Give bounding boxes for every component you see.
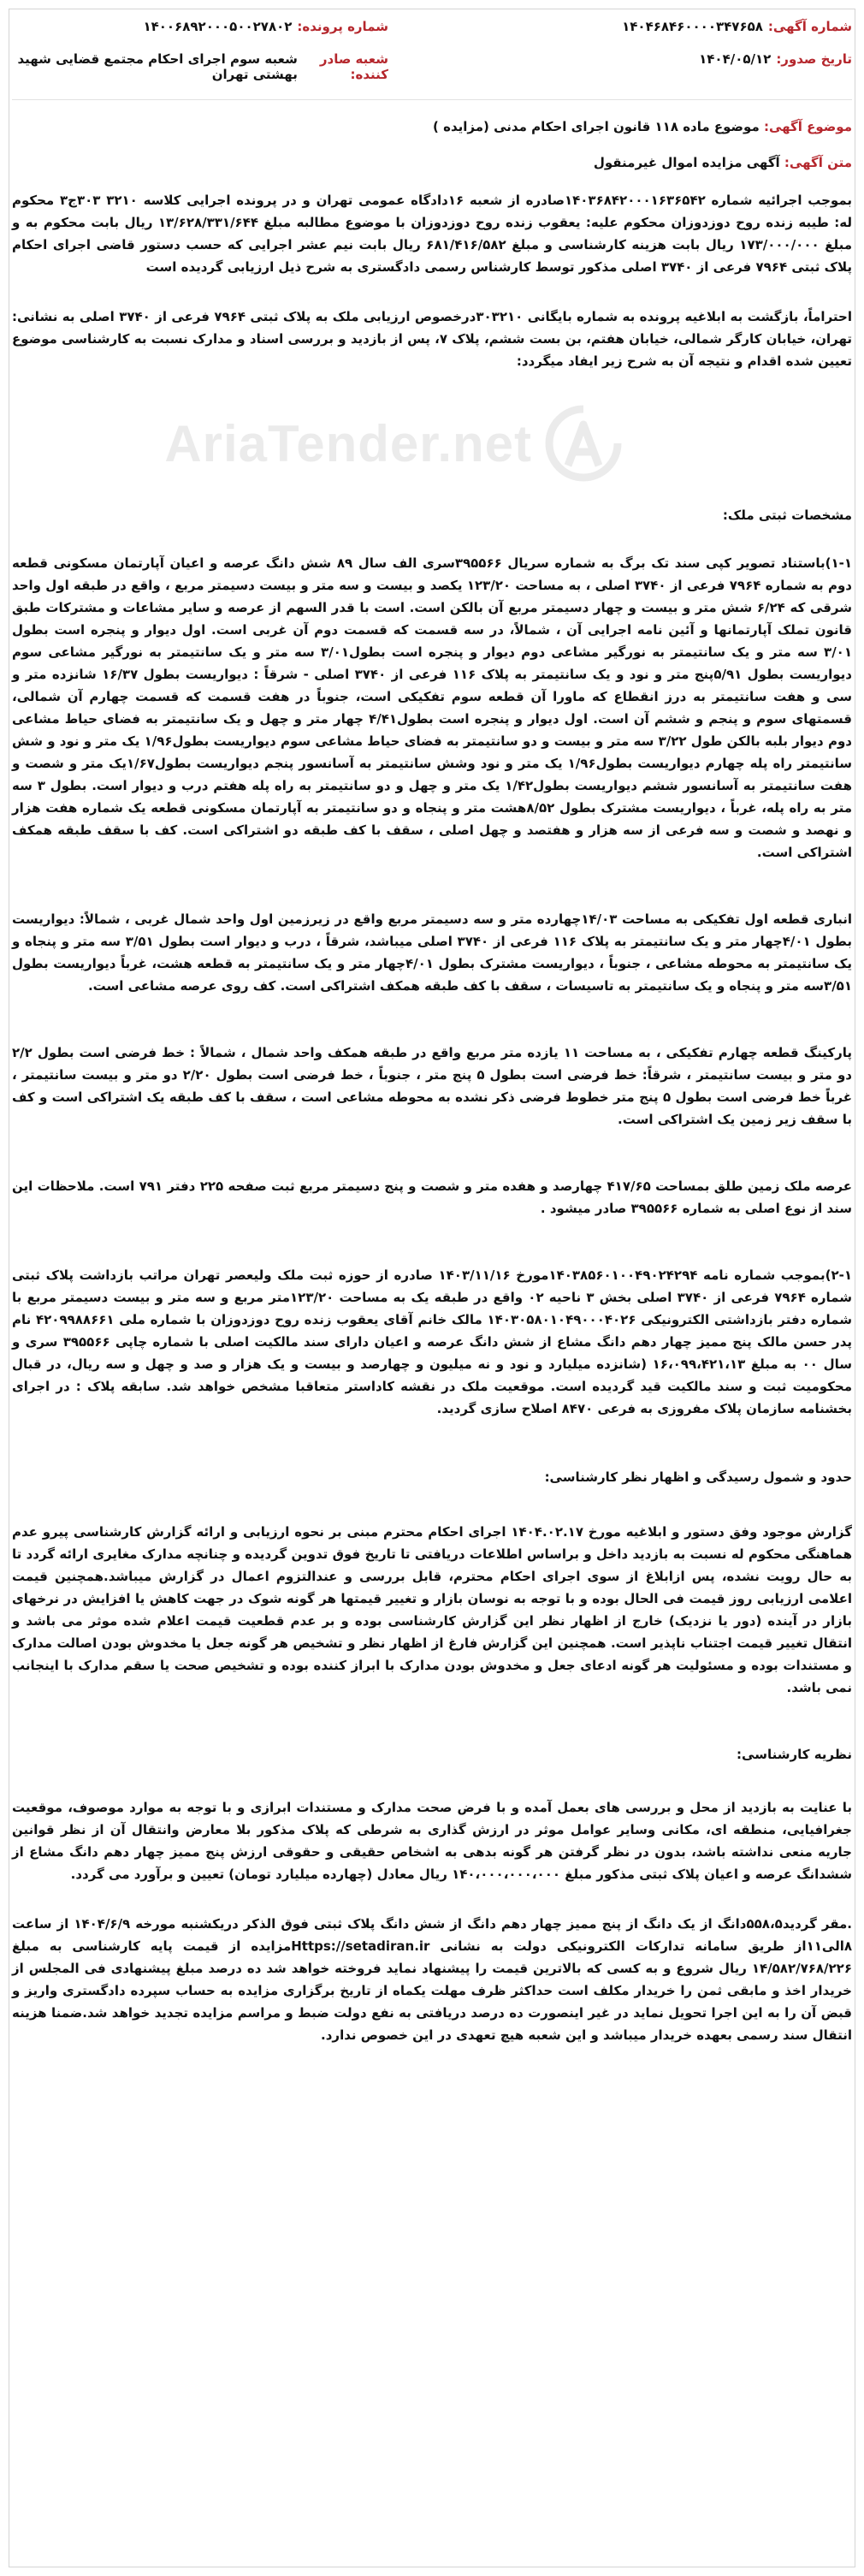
spec-apartment: ۱-۱)باستناد تصویر کپی سند تک برگ به شماره سریال ۳۹۵۵۶۶سری الف سال ۸۹ شش دانگ عرصه و اعیان آپارتمان مسکونی قطعه دوم به شماره ۷۹۶۴ فرعی از ۳۷۴۰ اصلی ، به مساحت ۱۲۳/۲۰ یکصد و بیست و سه متر و بیست دسیمتر مربع ، واقع در طبقه اول واحد شرقی که ۶/۲۴ شش متر و بیست و چهار دسیمتر مربع آن بالکن است. است با قدر السهم از عرصه و سایر مشاعات و مشترکات طبق قانون تملک آپارتمانها و آئین نامه اجرایی آن ، شمالاً، در سه قسمت که قسمت دوم آن غربی است. اول دیوار و پنجره است بطول ۳/۰۱ سه متر و یک سانتیمتر به نورگیر مشاعی دوم دیوار و پنجره است بطول۳/۰۱ سه متر و یک سانتیمتر به نورگیر مشاعی سوم دیواریست بطول ۵/۹۱پنج متر و نود و یک سانتیمتر به پلاک ۱۱۶ فرعی از ۳۷۴۰ اصلی - شرقاً : دیواریست بطول ۱۶/۳۷ شانزده متر و سی و هفت سانتیمتر به درز انقطاع که ماورا آن قطعه سوم تفکیکی است، جنوباً در هفت قسمت که قسمت چهارم آن شمالی، قسمتهای سوم و پنجم و ششم آن است. اول دیوار و پنجره است بطول۴/۴۱ چهار متر و چهل و یک سانتیمتر به فضای حیاط مشاعی دوم دیوار بلبه بالکن طول ۳/۲۲ سه متر و بیست و دو سانتیمتر به فضای حیاط مشاعی سوم دیواریست بطول۱/۹۶ یک متر و نود و شش سانتیمتر راه پله چهارم دیواریست بطول۱/۹۶ یک متر و نود وشش سانتیمتر به آسانسور پنجم دیواریست بطول۱/۶۷یک متر و شصت و هفت سانتیمتر به آسانسور ششم دیواریست بطول۱/۴۲ یک متر و چهل و دو سانتیمتر به راه پله هفتم درب و دیوار است. بطول ۳ سه متر به راه پله، غرباً ، دیواریست مشترک بطول ۸/۵۲هشت متر و پنجاه و دو سانتیمتر به آپارتمان مسکونی قطعه یک شماره هفت هزار و نهصد و شصت و سه فرعی از سه هزار و هفتصد و چهل اصلی ، سقف با کف طبقه دو اشتراکی است. کف با سقف طبقه همکف اشتراکی است. bbox=[12, 555, 852, 860]
ad-number-value: ۱۴۰۴۶۸۴۶۰۰۰۰۳۴۷۶۵۸ bbox=[622, 19, 763, 34]
case-number-label: شماره پرونده: bbox=[297, 19, 388, 34]
subject-value: موضوع ماده ۱۱۸ قانون اجرای احکام مدنی (مزایده ) bbox=[433, 119, 760, 134]
spec-storage: انباری قطعه اول تفکیکی به مساحت ۱۴/۰۳چهارده متر و سه دسیمتر مربع واقع در زیرزمین اول واحد شمال غربی ، شمالاً: دیواریست بطول ۴/۰۱چهار متر و یک سانتیمتر به پلاک ۱۱۶ فرعی از ۳۷۴۰ اصلی میباشد، شرقاً ، درب و دیوار است بطول ۳/۵۱ سه متر و پنجاه و یک سانتیمتر به محوطه مشاعی ، جنوباً ، دیواریست مشترک بطول ۴/۰۱چهار متر و یک سانتیمتر به قطعه هشت، غرباً دیواریست بطول ۳/۵۱سه متر و پنجاه و یک سانتیمتر به تاسیسات ، سقف با کف طبقه همکف اشتراکی است. کف روی عرصه مشاعی است. bbox=[12, 911, 852, 994]
ad-text-value: آگهی مزایده اموال غیرمنقول bbox=[593, 155, 780, 170]
ad-number-label: شماره آگهی: bbox=[767, 19, 852, 34]
page-frame bbox=[9, 9, 855, 2567]
ad-text-label: متن آگهی: bbox=[784, 155, 852, 170]
intro-paragraph: بموجب اجرائیه شماره ۱۴۰۳۶۸۴۲۰۰۰۱۶۳۶۵۴۲صادره از شعبه ۱۶دادگاه عمومی تهران و در پرونده اجرایی کلاسه ۳۲۱۰ ۳۰۳ج۳ محکوم له: طیبه زنده روح دوزدوزان محکوم علیه: یعقوب زنده روح دوزدوزان با موضوع مطالبه مبلغ ۱۳/۶۲۸/۳۳۱/۶۴۴ ریال بابت محکوم به و مبلغ ۱۷۳/۰۰۰/۰۰۰ ریال بابت هزینه کارشناسی و مبلغ ۶۸۱/۴۱۶/۵۸۲ ریال بابت نیم عشر اجرایی که حسب دستور قاضی اجرای احکام پلاک ثبتی ۷۹۶۴ فرعی از ۳۷۴۰ اصلی مذکور توسط کارشناس رسمی دادگستری به شرح ذیل ارزیابی گردیده است bbox=[12, 193, 853, 275]
spec-land: عرصه ملک زمین طلق بمساحت ۴۱۷/۶۵ چهارصد و هفده متر و شصت و پنج دسیمتر مربع ثبت صفحه ۲۲۵ دفتر ۷۹۱ است. ملاحظات این سند از نوع اصلی به شماره ۳۹۵۵۶۶ صادر میشود . bbox=[12, 1178, 853, 1216]
case-number-value: ۱۴۰۰۶۸۹۲۰۰۰۵۰۰۲۷۸۰۲ bbox=[143, 19, 293, 34]
issue-date-label: تاریخ صدور: bbox=[776, 51, 852, 67]
auction-paragraph: .مقر گردید۵۵۸،۵دانگ از یک دانگ از پنج ممیز چهار دهم دانگ از شش دانگ پلاک ثبتی فوق الذکر دریکشنبه مورخه ۱۴۰۴/۶/۹ از ساعت ۸الی۱۱از طریق سامانه تدارکات الکترونیکی دولت به نشانی Https://setadiran.irمزایده از قیمت پایه کارشناسی به مبلغ ۱۴/۵۸۲/۷۶۸/۲۲۶ ریال شروع و به کسی که بالاترین قیمت را پیشنهاد نماید فروخته خواهد شد ده درصد مبلغ پیشنهادی فی المجلس از خریدار اخذ و مابقی ثمن را خریدار مکلف است حداکثر ظرف مهلت یکماه از تاریخ برگزاری مزایده به حساب سپرده دادگستری واریز و قبض آن را به این اجرا تحویل نماید در غیر اینصورت ده درصد دریافتی به نفع دولت ضبط و مراسم مزایده تجدید خواهد شد.ضمنا هزینه انتقال سند رسمی بعهده خریدار میباشد و این شعبه هیچ تعهدی در این خصوص ندارد. bbox=[12, 1916, 852, 2043]
issuer-label: شعبه صادر کننده: bbox=[319, 51, 388, 82]
spec-parking: پارکینگ قطعه چهارم تفکیکی ، به مساحت ۱۱ یازده متر مربع واقع در طبقه همکف واحد شمال ، شمالاً : خط فرضی است بطول ۲/۲ دو متر و بیست سانتیمتر ، شرقاً: خط فرضی است بطول ۵ پنج متر ، جنوباً ، خط فرضی است بطول ۲/۲۰ دو متر و بیست سانتیمتر ، غرباً خط فرضی است بطول ۵ پنج متر خطوط فرضی ذکر نشده به محوطه مشاعی است ، سقف با کف طبقه یک اشتراکی است و کف با سقف زیر زمین یک اشتراکی است. bbox=[12, 1045, 852, 1127]
subject-label: موضوع آگهی: bbox=[763, 119, 852, 134]
issue-date-value: ۱۴۰۴/۰۵/۱۲ bbox=[699, 51, 772, 67]
specs-title: مشخصات ثبتی ملک: bbox=[722, 507, 852, 523]
watermark-text: AriaTender.net bbox=[164, 414, 532, 472]
opinion-title: نظریه کارشناسی: bbox=[737, 1747, 852, 1762]
opinion-paragraph: با عنایت به بازدید از محل و بررسی های بعمل آمده و با فرض صحت مدارک و مستندات ابرازی و با توجه به موارد موصوف، موقعیت جغرافیایی، منطقه ای، مکانی وسایر عوامل موثر در ارزش گذاری به شرطی که پلاک مذکور بلا معارض وانتقال آن از نظر قوانین جاریه منعی نداشته باشد، بدون در نظر گرفتن هر گونه بدهی به اشخاص حقیقی و حقوقی ارزش پنج ممیز چهار دهم دانگ مشاع از ششدانگ عرصه و اعیان پلاک ثبتی مذکور مبلغ ۱۴۰،۰۰۰،۰۰۰،۰۰۰ ریال معادل (چهارده میلیارد تومان) تعیین و برآورد می گردد. bbox=[12, 1800, 852, 1882]
delivery-title: حدود و شمول رسیدگی و اظهار نظر کارشناسی: bbox=[544, 1469, 852, 1485]
issuer-value: شعبه سوم اجرای احکام مجتمع قضایی شهید بهشتی تهران bbox=[17, 51, 298, 82]
delivery-paragraph: گزارش موجود وفق دستور و ابلاغیه مورخ ۱۴۰۴.۰۲.۱۷ اجرای احکام محترم مبنی بر نحوه ارزیابی و ارائه گزارش کارشناسی پیرو عدم هماهنگی محکوم له نسبت به بازدید داخل و براساس اطلاعات دریافتی تا تاریخ فوق تدوین گردیده و چنانچه مدارک مغایری ارائه گردد تا به حال رویت نشده، پس ازابلاغ از سوی اجرای احکام محترم، قابل بررسی و عندالتزوم اعمال در گزارش میباشد.همچنین قیمت اعلامی ارزیابی روز قیمت فی الحال بوده و با توجه به نوسان بازار و تغییر قیمتها هر گونه شوک در جهت کاهش یا افزایش در نرخهای بازار در آینده (دور یا نزدیک) خارج از اظهار نظر این گزارش کارشناسی بوده و بر عدم قطعیت قیمت اعلام شده موثر می باشد و انتقال تغییر قیمت اجتناب ناپذیر است. همچنین این گزارش فارغ از اظهار نظر و تشخیص هر گونه جعل یا مخدوش بودن اصالت مدارک و مستندات بوده و مسئولیت هر گونه ادعای جعل و مخدوش بودن مدارک با ابراز کننده بوده و تشخیص صحت یا سقم مدارک با اینجانب نمی باشد. bbox=[12, 1524, 852, 1695]
assessment-paragraph: احتراماً، بازگشت به ابلاغیه پرونده به شماره بایگانی ۳۰۳۲۱۰درخصوص ارزیابی ملک به پلاک ثبتی ۷۹۶۴ فرعی از ۳۷۴۰ اصلی به نشانی: تهران، خیابان کارگر شمالی، خیابان هفتم، بن بست ششم، پلاک ۷، پس از بازدید و بررسی اسناد و مدارک نسبت به کارشناسی موضوع تعیین شده اقدام و نتیجه آن به شرح زیر ایفاد میگردد: bbox=[12, 309, 853, 369]
spec-seizure: ۲-۱)بموجب شماره نامه ۱۴۰۳۸۵۶۰۱۰۰۴۹۰۲۴۲۹۴مورخ ۱۴۰۳/۱۱/۱۶ صادره از حوزه ثبت ملک ولیعصر تهران مراتب بازداشت پلاک ثبتی شماره ۷۹۶۴ فرعی از ۳۷۴۰ اصلی بخش ۳ ناحیه ۰۲ واقع در طبقه یک به مساحت ۱۲۳/۲۰متر مربع و سه متر و بیست دسیمتر مربع با شماره دفتر بازداشتی الکترونیکی ۱۴۰۳۰۵۸۰۱۰۴۹۰۰۰۴۰۲۶ مالک خانم آقای یعقوب زنده روح دوزدوزان با شماره ملی ۴۲۰۹۹۸۸۶۶۱ نام پدر حسن مالک پنج ممیز چهار دهم دانگ مشاع از شش دانگ عرصه و اعیان دارای سند مالکیت اصلی با شماره چاپی ۳۹۵۵۶۶ سری و سال ۰۰ به مبلغ ۱۶،۰۹۹،۴۲۱،۱۳ (شانزده میلیارد و نود و نه میلیون و چهارصد و بیست و یک هزار و صد و چهل و سه ریال، در قبال محکومیت ثبت و سند مالکیت قید گردیده است. موقعیت ملک در نقشه کاداستر متعاقبا مشخص خواهد شد. سابقه پلاک : در اجرای بخشنامه سازمان پلاک مفروزی به فرعی ۸۴۷۰ اصلاح سازی گردید. bbox=[12, 1267, 852, 1416]
